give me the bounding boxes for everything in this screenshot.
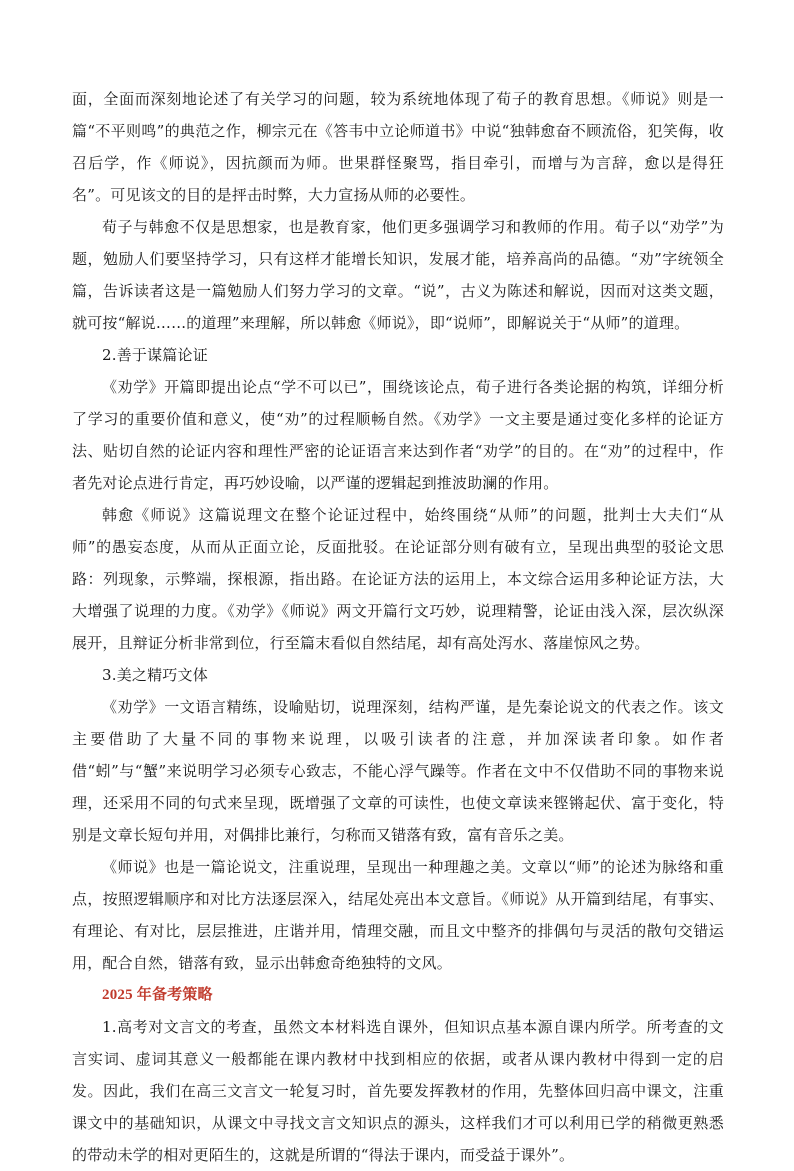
strategy-heading: 2025 年备考策略	[102, 987, 213, 1003]
section-heading-argument: 2.善于谋篇论证	[102, 346, 208, 364]
paragraph-quanxue-style: 《劝学》一文语言精练，设喻贴切，说理深刻，结构严谨，是先秦论说文的代表之作。该文主要借助了大量不同的事物来说理，以吸引读者的注意，并加深读者印象。如作者借“蚓”与“蟹”来说明学习必须专心致志，不能心浮气躁等。作者在文中不仅借助不同的事物来说理，还采用不同的句式来呈现，既增强了文章的可读性，也使文章读来铿锵起伏、富于变化，特别是文章长短句并用，对偶排比兼行，匀称而又错落有致，富有音乐之美。	[72, 698, 724, 844]
paragraph-xunzi-hanyu: 荀子与韩愈不仅是思想家，也是教育家，他们更多强调学习和教师的作用。荀子以“劝学”为题，勉励人们要坚持学习，只有这样才能增长知识，发展才能，培养高尚的品德。“劝”字统领全篇，告诉读者这是一篇勉励人们努力学习的文章。“说”，古义为陈述和解说，因而对这类文题，就可按“解说……的道理”来理解，所以韩愈《师说》，即“说师”，即解说关于“从师”的道理。	[72, 218, 724, 332]
paragraph-strategy-1: 1.高考对文言文的考查，虽然文本材料选自课外，但知识点基本源自课内所学。所考查的文言实词、虚词其意义一般都能在课内教材中找到相应的依据，或者从课内教材中得到一定的启发。因此，我们在高三文言文一轮复习时，首先要发挥教材的作用，先整体回归高中课文，注重课文中的基础知识，从课文中寻找文言文知识点的源头，这样我们才可以利用已学的稍微更熟悉的带动未学的相对更陌生的，这就是所谓的“得法于课内，而受益于课外”。	[72, 1018, 724, 1164]
paragraph-shishuo-style: 《师说》也是一篇论说文，注重说理，呈现出一种理趣之美。文章以“师”的论述为脉络和重点，按照逻辑顺序和对比方法逐层深入，结尾处亮出本文意旨。《师说》从开篇到结尾，有事实、有理论、有对比，层层推进，庄谐并用，情理交融，而且文中整齐的排偶句与灵活的散句交错运用，配合自然，错落有致，显示出韩愈奇绝独特的文风。	[72, 858, 724, 972]
paragraph-intro-continuation: 面，全面而深刻地论述了有关学习的问题，较为系统地体现了荀子的教育思想。《师说》则是一篇“不平则鸣”的典范之作，柳宗元在《答韦中立论师道书》中说“独韩愈奋不顾流俗，犯笑侮，收召后学，作《师说》，因抗颜而为师。世果群怪聚骂，指目牵引，而增与为言辞，愈以是得狂名”。可见该文的目的是抨击时弊，大力宣扬从师的必要性。	[72, 90, 724, 204]
document-page	[72, 83, 724, 1171]
section-heading-style: 3.美之精巧文体	[102, 666, 208, 684]
paragraph-shishuo-argument: 韩愈《师说》这篇说理文在整个论证过程中，始终围绕“从师”的问题，批判士大夫们“从师”的愚妄态度，从而从正面立论，反面批驳。在论证部分则有破有立，呈现出典型的驳论文思路：列现象，示弊端，探根源，指出路。在论证方法的运用上，本文综合运用多种论证方法，大大增强了说理的力度。《劝学》《师说》两文开篇行文巧妙，说理精警，论证由浅入深，层次纵深展开，且辩证分析非常到位，行至篇末看似自然结尾，却有高处泻水、落崖惊风之势。	[72, 506, 724, 652]
paragraph-quanxue-argument: 《劝学》开篇即提出论点“学不可以已”，围绕该论点，荀子进行各类论据的构筑，详细分析了学习的重要价值和意义，使“劝”的过程顺畅自然。《劝学》一文主要是通过变化多样的论证方法、贴切自然的论证内容和理性严密的论证语言来达到作者“劝学”的目的。在“劝”的过程中，作者先对论点进行肯定，再巧妙设喻，以严谨的逻辑起到推波助澜的作用。	[72, 378, 724, 492]
